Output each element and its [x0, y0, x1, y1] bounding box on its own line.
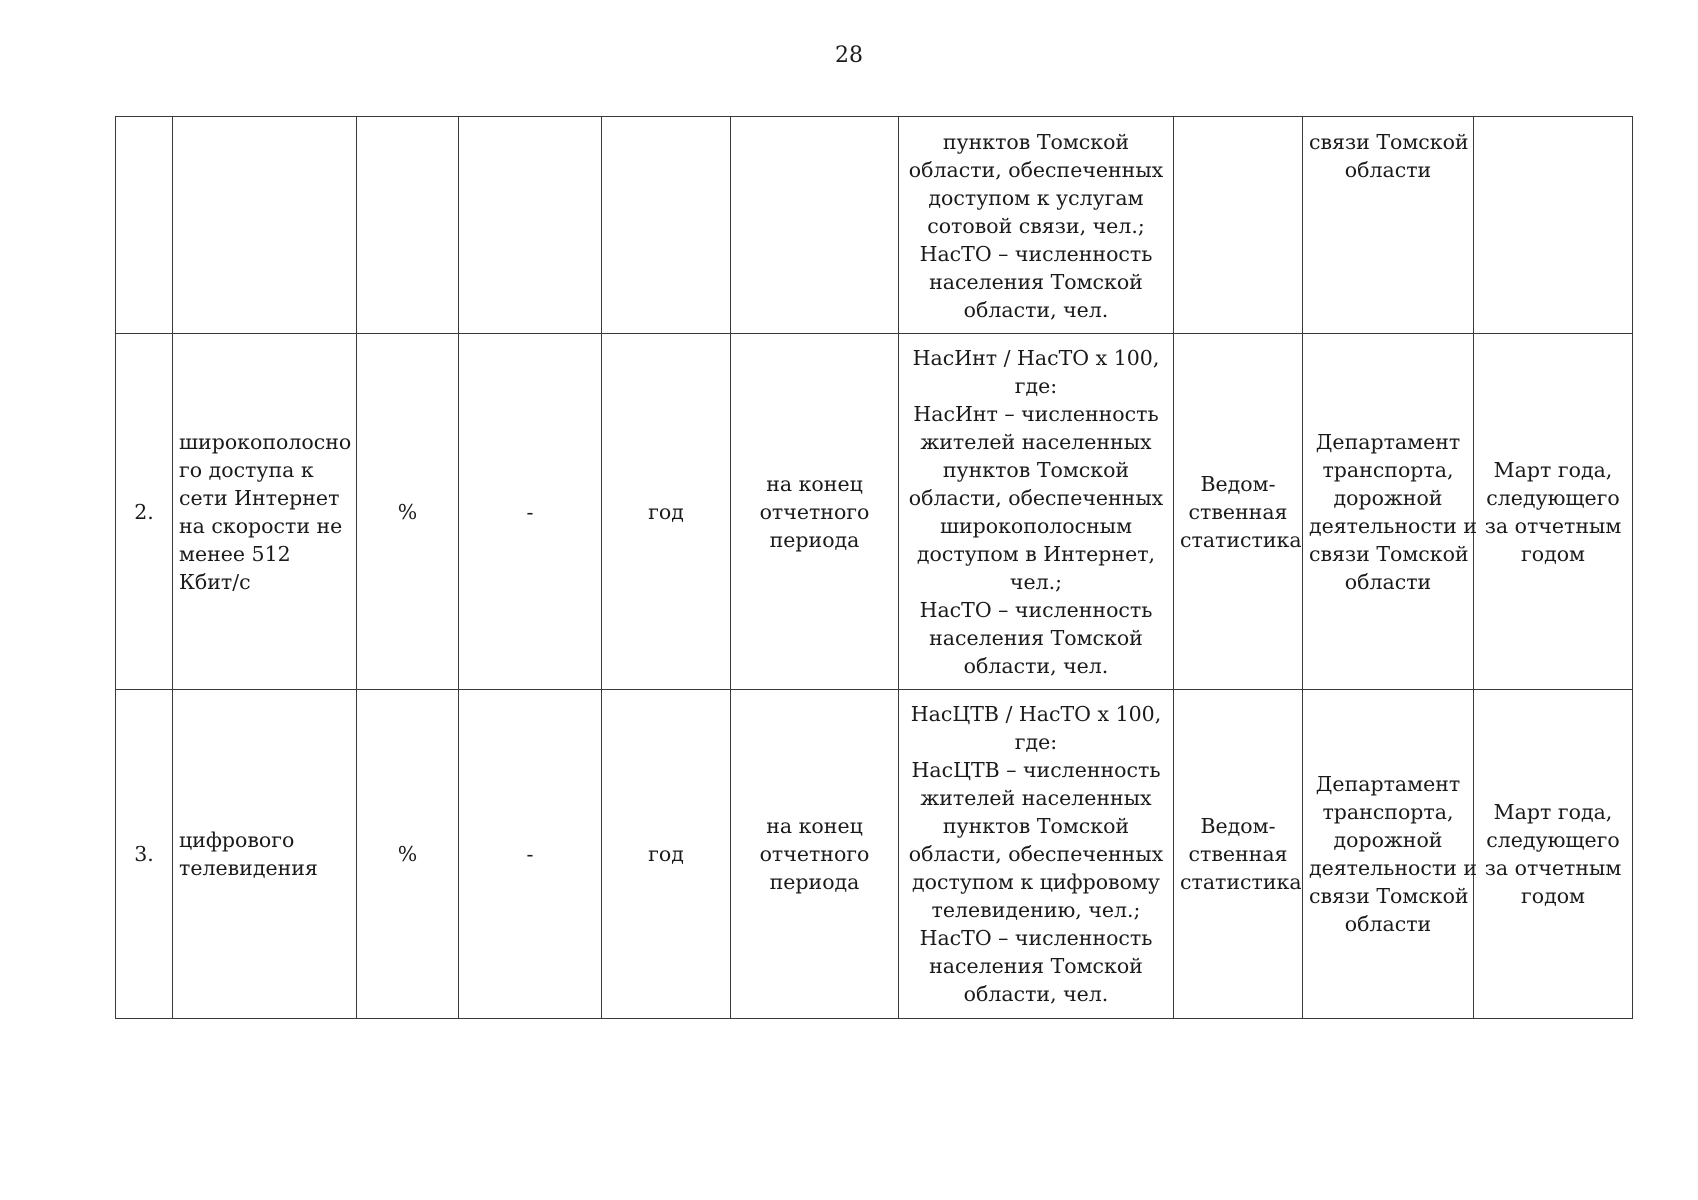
deadline-line: следующего	[1486, 828, 1620, 852]
cell-date	[731, 690, 899, 1019]
cell-name	[173, 117, 357, 334]
responsible-line: дорожной	[1333, 485, 1443, 510]
table-row-2	[116, 334, 1633, 690]
name-line: менее 512	[179, 541, 291, 566]
cell-date	[731, 334, 899, 690]
formula-line: где:	[1014, 373, 1058, 398]
cell-base-value: -	[459, 690, 602, 1019]
cell-source	[1174, 690, 1303, 1019]
formula-line: пунктов Томской	[942, 457, 1130, 482]
responsible-line: деятельности и	[1309, 856, 1478, 880]
name-line: телевидения	[179, 856, 318, 880]
formula-line: населения Томской	[929, 270, 1143, 294]
formula-line: доступом к цифровому	[912, 870, 1160, 894]
responsible-line: области	[1344, 912, 1432, 936]
cell-num: 3.	[116, 690, 173, 1019]
cell-source	[1174, 334, 1303, 690]
cell-responsible	[1303, 690, 1478, 1019]
deadline-line: годом	[1521, 884, 1585, 908]
source-line: ственная	[1188, 842, 1288, 866]
name-line: широкополосно	[179, 429, 352, 454]
responsible-line: связи Томской	[1309, 884, 1469, 908]
responsible-line: Департамент	[1315, 429, 1461, 454]
formula-line: населения Томской	[929, 954, 1143, 978]
cell-source	[1174, 117, 1303, 334]
cell-deadline	[1474, 117, 1633, 334]
cell-period: год	[602, 690, 731, 1019]
responsible-line: Департамент	[1315, 772, 1461, 796]
formula-line: пунктов Томской	[942, 130, 1130, 154]
formula-line: где:	[1014, 730, 1058, 754]
cell-deadline	[1474, 690, 1633, 1019]
date-line: отчетного	[759, 499, 870, 524]
source-line: статистика	[1180, 870, 1302, 894]
table-row-3	[116, 690, 1633, 1019]
formula-line: области, чел.	[963, 982, 1109, 1006]
formula-line: жителей населенных	[920, 786, 1152, 810]
cell-num: 2.	[116, 334, 173, 690]
responsible-line: связи Томской	[1309, 130, 1469, 154]
formula-line: широкополосным	[939, 513, 1133, 538]
formula-line: области, чел.	[963, 653, 1109, 678]
deadline-line: Март года,	[1493, 800, 1613, 824]
source-line: Ведом-	[1200, 471, 1276, 496]
formula-line: доступом в Интернет,	[916, 541, 1156, 566]
formula-line: НасЦТВ / НасТО x 100,	[910, 702, 1162, 726]
formula-line: телевидению, чел.;	[931, 898, 1141, 922]
responsible-line: транспорта,	[1322, 800, 1454, 824]
formula-line: НасТО – численность	[919, 242, 1153, 266]
formula-line: НасТО – численность	[919, 926, 1153, 950]
page-number: 28	[835, 43, 863, 68]
name-line: го доступа к	[179, 457, 314, 482]
cell-date	[731, 117, 899, 334]
indicators-table	[115, 116, 1633, 1019]
source-line: Ведом-	[1200, 814, 1276, 838]
date-line: периода	[769, 527, 860, 552]
formula-line: области, обеспеченных	[908, 842, 1164, 866]
cell-responsible	[1303, 117, 1474, 334]
formula-line: НасЦТВ – численность	[911, 758, 1161, 782]
cell-unit: %	[357, 334, 459, 690]
responsible-line: транспорта,	[1322, 457, 1454, 482]
name-line: сети Интернет	[179, 485, 340, 510]
cell-base-value	[459, 117, 602, 334]
responsible-line: связи Томской	[1309, 541, 1469, 566]
deadline-line: Март года,	[1493, 457, 1613, 482]
name-line: на скорости не	[179, 513, 343, 538]
cell-unit: %	[357, 690, 459, 1019]
date-line: отчетного	[759, 842, 870, 866]
formula-line: области, чел.	[963, 298, 1109, 322]
cell-name	[173, 690, 357, 1019]
name-line: цифрового	[179, 828, 295, 852]
responsible-line: дорожной	[1333, 828, 1443, 852]
date-line: на конец	[766, 471, 863, 496]
formula-line: жителей населенных	[920, 429, 1152, 454]
formula-line: НасТО – численность	[919, 597, 1153, 622]
formula-line: сотовой связи, чел.;	[927, 214, 1145, 238]
cell-unit	[357, 117, 459, 334]
formula-line: чел.;	[1009, 569, 1063, 594]
deadline-line: годом	[1521, 541, 1585, 566]
cell-period: год	[602, 334, 731, 690]
cell-formula	[899, 334, 1174, 690]
cell-num	[116, 117, 173, 334]
deadline-line: за отчетным	[1484, 856, 1622, 880]
date-line: на конец	[766, 814, 863, 838]
cell-responsible	[1303, 334, 1478, 690]
formula-line: области, обеспеченных	[908, 485, 1164, 510]
source-line: ственная	[1188, 499, 1288, 524]
formula-line: области, обеспеченных	[908, 158, 1164, 182]
formula-line: доступом к услугам	[928, 186, 1144, 210]
responsible-line: деятельности и	[1309, 513, 1478, 538]
formula-line: НасИнт / НасТО x 100,	[912, 345, 1160, 370]
formula-line: НасИнт – численность	[913, 401, 1159, 426]
responsible-line: области	[1344, 569, 1432, 594]
table-row-continuation	[116, 117, 1633, 334]
cell-formula	[899, 117, 1174, 334]
date-line: периода	[769, 870, 860, 894]
deadline-line: за отчетным	[1484, 513, 1622, 538]
cell-formula	[899, 690, 1174, 1019]
cell-name	[173, 334, 357, 690]
formula-line: пунктов Томской	[942, 814, 1130, 838]
name-line: Кбит/с	[179, 569, 251, 594]
source-line: статистика	[1180, 527, 1302, 552]
cell-base-value: -	[459, 334, 602, 690]
formula-line: населения Томской	[929, 625, 1143, 650]
cell-period	[602, 117, 731, 334]
cell-deadline	[1474, 334, 1633, 690]
deadline-line: следующего	[1486, 485, 1620, 510]
responsible-line: области	[1344, 158, 1432, 182]
